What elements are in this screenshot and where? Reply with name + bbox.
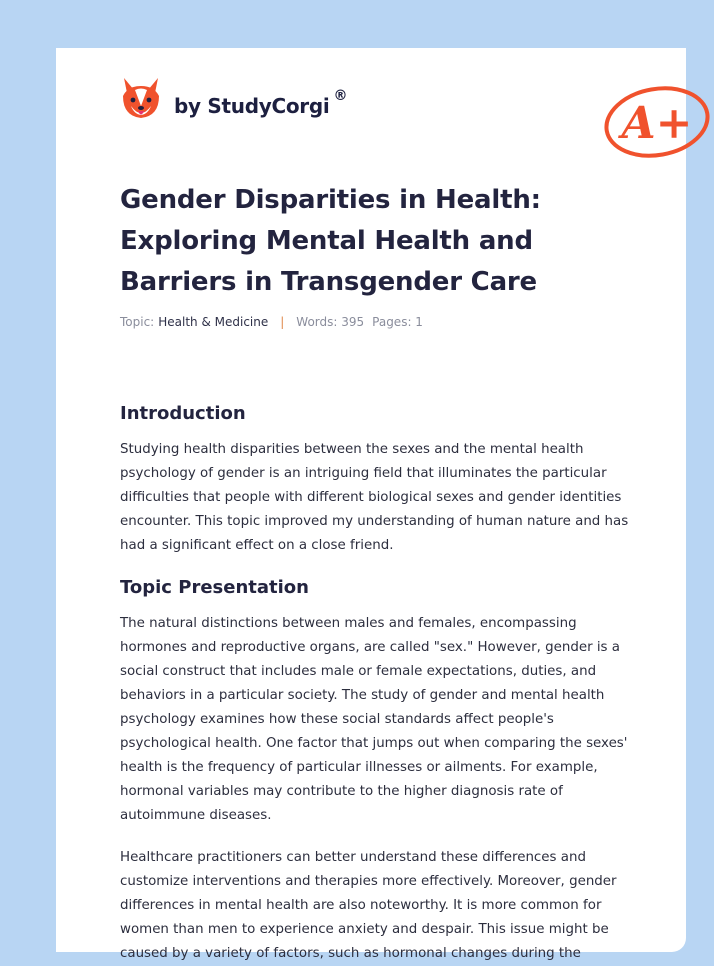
article-meta (120, 315, 632, 329)
article (120, 180, 632, 961)
topic-label: Topic: (120, 315, 155, 329)
article-title: Gender Disparities in Health: Exploring Mental Health and Barriers in Transgender Care (120, 185, 541, 297)
document-page (56, 48, 693, 961)
meta-separator: | (280, 315, 285, 329)
paragraph: Studying health disparities between the sexes and the mental health psychology of gender is an intriguing field that illuminates the particular difficulties that people with different biological sexes and gender identities encounter. This topic improved my understanding of human nature and has had a significant effect on a close friend. (120, 442, 629, 553)
brand-text: by StudyCorgi (174, 94, 330, 118)
word-count: Words: 395 (296, 315, 365, 329)
paragraph: The natural distinctions between males and females, encompassing hormones and reproductive organs, are called "sex." However, gender is a social construct that includes male or female expectations, duties, and behaviors in a particular society. The study of gender and mental health psychology examines how these social standards affect people's psychological health. One factor that jumps out when comparing the sexes' health is the frequency of particular illnesses or ailments. For example, hormonal variables may contribute to the higher diagnosis rate of autoimmune diseases. (120, 616, 628, 823)
topic-link[interactable]: Health & Medicine (158, 315, 269, 329)
a-plus-grade-icon (600, 82, 714, 164)
registered-mark: ® (333, 88, 348, 104)
grade-text: A+ (621, 98, 693, 149)
brand-name[interactable] (174, 88, 348, 118)
paragraph: Healthcare practitioners can better understand these differences and customize interventions and therapies more effectively. Moreover, gender differences in mental health are also noteworthy. It is more common for women than men to experience anxiety and despair. This issue might be caused by a variety of factors, such as hormonal changes during the (120, 850, 617, 961)
page-count: Pages: 1 (372, 315, 423, 329)
corgi-logo-icon[interactable] (120, 76, 162, 122)
section-heading-topic-presentation: Topic Presentation (120, 577, 309, 598)
section-heading-introduction: Introduction (120, 403, 246, 424)
page-header (120, 76, 693, 149)
